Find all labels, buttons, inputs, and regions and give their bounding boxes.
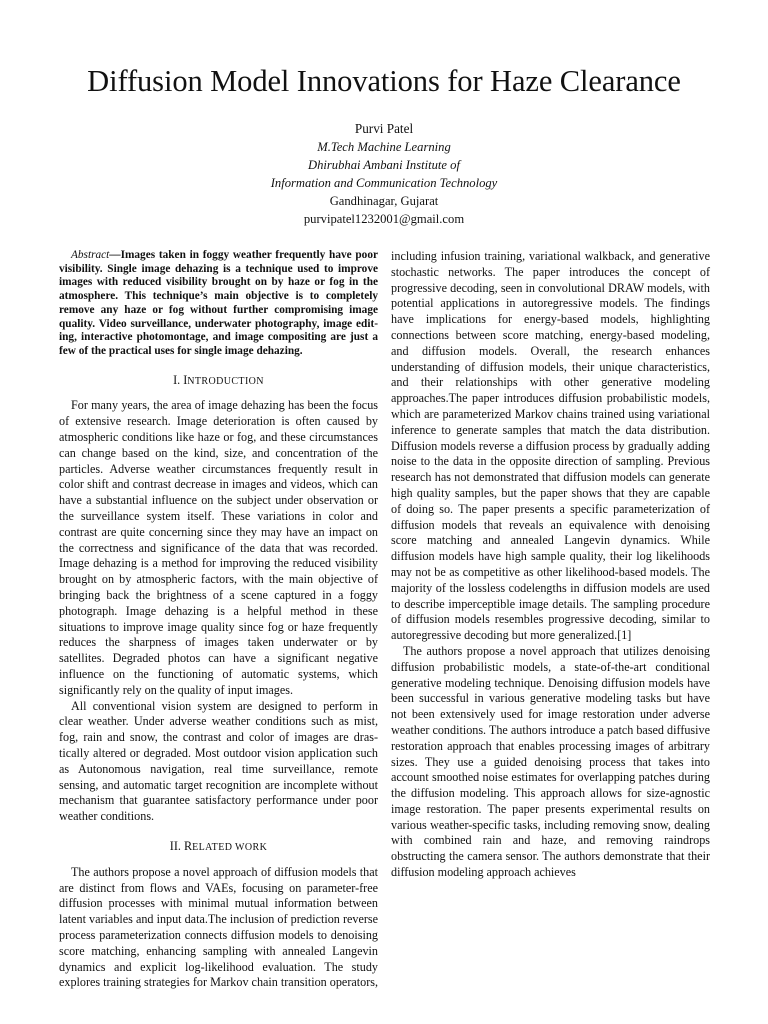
intro-paragraph-1: For many years, the area of image dehazing has been the focus of extensive research. Image deterioration is often caused by atmospheric conditions like haze or fog, and these circumstances can change based on the kind, size, and concentration of the particles. Adverse weather circumstances frequently result in color shift and contrast decrease in images and videos, which can have a substantial influence on the subject under observation or the surveillance system itself. These variations in color and contrast are quite concerning since they may have an impact on the correctness and significance of the data that was recorded. Image dehazing is a method for improving the reduced visibility brought on by atmospheric factors, with the main objective of bringing back the brightness of a scene captured in a foggy photograph. Image dehazing is a helpful method in these situations to improve image quality since fog or haze frequently reduces the sharpness of images taken underwater or by satellites. Degraded photos can have a significant negative influence on the functioning of automatic systems, which significantly rely on the quality of input images. [59, 398, 378, 697]
abstract-dash: — [109, 249, 121, 261]
section-number: I. [173, 372, 184, 387]
section-heading-introduction [59, 373, 378, 390]
author-name: Purvi Patel [354, 121, 414, 136]
related-work-paragraph-1: The authors propose a novel approach of diffusion models that are distinct from flows and VAEs, focusing on parameter-free diffusion processes with minimal mutual information between latent variables and input data.The inclusion of prediction reverse process parameterization connects diffusion models to denoising score matching, enhancing sampling with annealed Langevin dynamics and explicit log-likelihood evaluation. The study explores training strategies for Markov chain transition operators, [59, 864, 378, 990]
section-title-initial: R [184, 838, 193, 853]
related-work-paragraph-2: The authors propose a novel approach that utilizes denoising diffusion probabilistic models, a state-of-the-art conditional generative modeling technique. Denoising diffusion models have been successful in various generative modeling tasks but have not been extensively used for image restoration under adverse weather conditions. The authors introduce a patch based diffusive restoration approach that enables processing images of arbitrary sizes. They use a guided denoising process that takes into account smoothed noise estimates for overlapping patches during the diffusion modeling. This approach allows for size-agnostic image restoration. The paper presents experimental results on various weather-specific tasks, including removing snow, dealing with combined rain and haze, and removing raindrops obstructing the camera sensor. The authors demonstrate that their diffusion modeling approach achieves [391, 643, 710, 880]
right-column [391, 249, 710, 881]
section-title-rest: ELATED WORK [192, 841, 268, 853]
author-email: purvipatel1232001@gmail.com [303, 212, 465, 226]
paper-title: Diffusion Model Innovations for Haze Clearance [87, 64, 681, 98]
section-title-initial: I [183, 372, 188, 387]
section-title-rest: NTRODUCTION [187, 375, 264, 387]
author-institute-line2: Information and Communication Technology [270, 176, 498, 190]
author-program: M.Tech Machine Learning [317, 140, 451, 154]
intro-paragraph-2: All conventional vision system are designed to perform in clear weather. Under adverse weather conditions such as mist, fog, rain and snow, the contrast and color of images are drastically altered or degraded. Most outdoor vision application such as Autonomous navigation, real time surveillance, remote sensing, and automatic target recognition are incomplete without mechanism that guarantee satisfactory performance under poor weather conditions. [59, 698, 378, 824]
section-number: II. [169, 838, 185, 853]
section-heading-related-work [59, 839, 378, 856]
left-column [59, 249, 378, 991]
author-institute-line1: Dhirubhai Ambani Institute of [308, 158, 460, 172]
related-work-paragraph-1-continued: including infusion training, variational walkback, and generative stochastic networks. The paper introduces the concept of progressive decoding, seen in convolutional DRAW models, with potential applications in autoregressive models. The findings have implications for energy-based models, highlighting connections between score matching, energy-based modeling, and diffusion models. Overall, the research enhances understanding of diffusion models, their unique characteristics, and their relationships with other generative modeling approaches.The paper introduces diffusion probabilistic models, which are parameterized Markov chains trained using variational inference to generate samples that match the data distribution. Diffusion models reverse a diffusion process by gradually adding noise to the data in the opposite direction of sampling. Previous research has not demonstrated that diffusion models can generate high quality samples, but the paper shows that they are capable of doing so. The paper presents a specific parameterization of diffusion models that reveals an equivalence with denoising score matching and annealed Langevin dynamics. While diffusion models have high sample quality, their log likelihoods may not be as competitive as other likelihood-based models. The majority of the lossless codelengths in diffusion models are used to describe imperceptible image details. The sampling procedure of diffusion models resembles progressive decoding, similar to autoregressive decoding but more generalized.[1] [391, 249, 710, 643]
author-location: Gandhinagar, Gujarat [329, 194, 439, 208]
abstract-label: Abstract [71, 249, 110, 261]
author-block [0, 120, 768, 228]
abstract-text: Images taken in foggy weather frequently have poor visibility. Single image dehazing is a technique used to improve images with reduced visibility brought on by haze or fog in the atmosphere. This technique’s main objective is to completely remove any haze or fog without further compromising image quality. Video surveillance, underwater photography, image editing, interactive photomontage, and image compositing are just a few of the practical uses for single image dehazing. [59, 249, 378, 357]
abstract [59, 249, 378, 359]
